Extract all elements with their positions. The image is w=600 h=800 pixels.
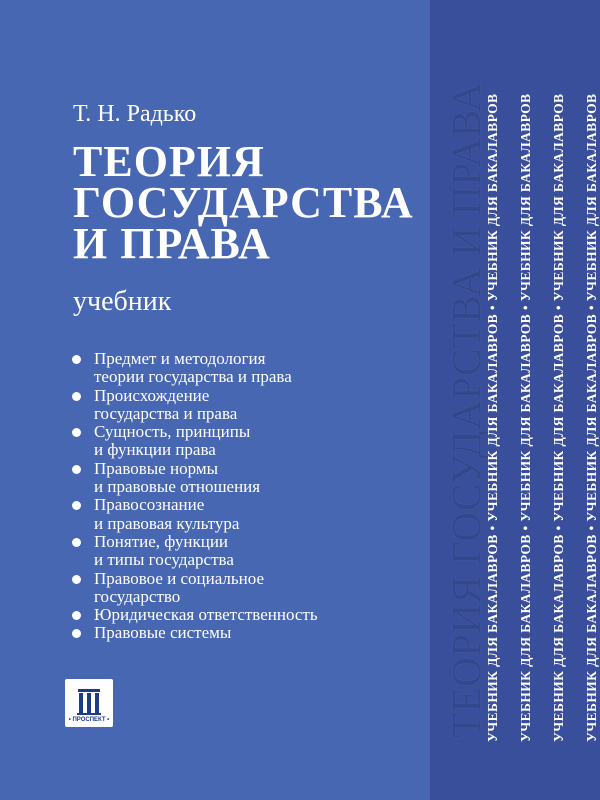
title-line-3: И ПРАВА xyxy=(73,219,271,268)
series-label: УЧЕБНИК ДЛЯ БАКАЛАВРОВ • УЧЕБНИК ДЛЯ БАКАЛАВРОВ • УЧЕБНИК ДЛЯ БАКАЛАВРОВ xyxy=(584,93,599,742)
topic-item xyxy=(72,423,432,460)
topic-item xyxy=(72,533,432,570)
title-line-1: ТЕОРИЯ xyxy=(73,137,265,186)
topic-item xyxy=(72,496,432,533)
spine-title: ТЕОРИЯ ГОСУДАРСТВА И ПРАВА xyxy=(443,81,489,738)
topic-line: и функции права xyxy=(94,440,216,460)
bullet-icon xyxy=(72,501,81,510)
topic-item xyxy=(72,570,432,607)
topic-line: Происхождение xyxy=(94,385,210,405)
topic-line: теории государства и права xyxy=(94,367,292,387)
topic-line: Сущность, принципы xyxy=(94,422,251,442)
bullet-icon xyxy=(72,575,81,584)
bullet-icon xyxy=(72,538,81,547)
topic-line: и правовые отношения xyxy=(94,477,261,497)
topic-line: государства и права xyxy=(94,403,238,423)
topic-item xyxy=(72,460,432,497)
topic-line: Правовые системы xyxy=(94,623,232,643)
topic-item xyxy=(72,350,432,387)
bullet-icon xyxy=(72,392,81,401)
topic-line: Правовое и социальное xyxy=(94,568,265,588)
topic-line: Предмет и методология xyxy=(94,349,266,368)
bullet-icon xyxy=(72,611,81,620)
topic-line: Правовые нормы xyxy=(94,458,218,478)
topic-line: Правосознание xyxy=(94,495,205,515)
bullet-icon xyxy=(72,465,81,474)
topic-item xyxy=(72,624,432,642)
topics-list xyxy=(72,350,432,643)
series-label: УЧЕБНИК ДЛЯ БАКАЛАВРОВ • УЧЕБНИК ДЛЯ БАКАЛАВРОВ • УЧЕБНИК ДЛЯ БАКАЛАВРОВ xyxy=(518,93,533,742)
series-label: УЧЕБНИК ДЛЯ БАКАЛАВРОВ • УЧЕБНИК ДЛЯ БАКАЛАВРОВ • УЧЕБНИК ДЛЯ БАКАЛАВРОВ xyxy=(485,93,500,742)
publisher-name: • ПРОСПЕКТ • xyxy=(68,717,110,723)
topic-line: государство xyxy=(94,586,181,606)
topic-line: и типы государства xyxy=(94,550,234,570)
topic-line: Понятие, функции xyxy=(94,531,229,551)
topic-item xyxy=(72,387,432,424)
author-name: Т. Н. Радько xyxy=(73,101,197,127)
bullet-icon xyxy=(72,355,81,364)
book-title xyxy=(73,137,414,268)
bullet-icon xyxy=(72,629,81,638)
publisher-logo xyxy=(65,679,113,727)
topic-line: Юридическая ответственность xyxy=(94,605,318,625)
topic-item xyxy=(72,606,432,624)
book-subtitle: учебник xyxy=(73,286,172,317)
bullet-icon xyxy=(72,428,81,437)
topic-line: и правовая культура xyxy=(94,513,240,533)
title-line-2: ГОСУДАРСТВА xyxy=(73,178,414,227)
series-label: УЧЕБНИК ДЛЯ БАКАЛАВРОВ • УЧЕБНИК ДЛЯ БАКАЛАВРОВ • УЧЕБНИК ДЛЯ БАКАЛАВРОВ xyxy=(551,93,566,742)
